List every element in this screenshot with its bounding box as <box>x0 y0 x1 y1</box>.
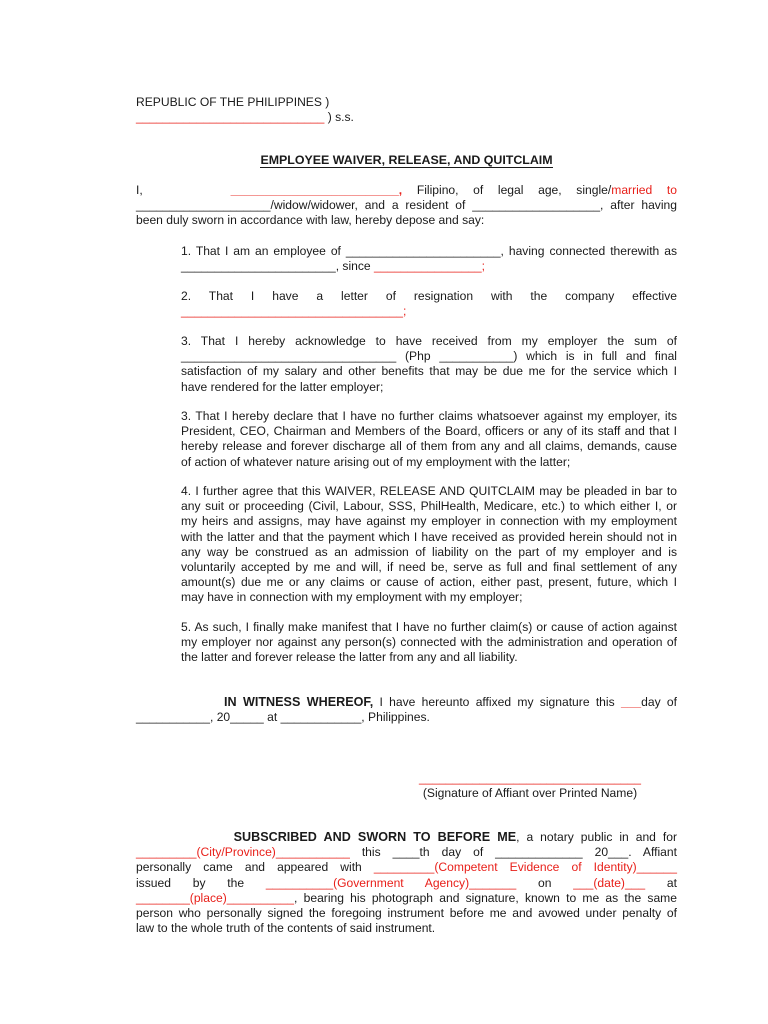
header-line1: REPUBLIC OF THE PHILIPPINES ) <box>136 95 330 109</box>
signature-block <box>405 771 655 801</box>
republic-header <box>136 95 496 125</box>
item-3: 3. That I hereby acknowledge to have received from my employer the sum of ________________________________ (Php ___________) which is in full and final satisfaction of my salary and other benefits that may be due me for the service which I have rendered for the latter employer; <box>181 334 677 394</box>
witness-heading: IN WITNESS WHEREOF, <box>223 695 374 709</box>
intro-line3: been duly sworn in accordance with law, hereby depose and say: <box>136 213 485 228</box>
signature-line: _________________________________ <box>419 771 641 785</box>
item-2: 2. That I have a letter of resignation with the company effective _________________________________; <box>181 289 677 319</box>
intro-line2: ____________________/widow/widower, and a resident of ___________________, after having <box>136 198 677 213</box>
item-1: 1. That I am an employee of _______________________, having connected therewith as _______________________, since ________________; <box>181 244 677 274</box>
header-line2: ____________________________ ) s.s. <box>136 110 354 125</box>
item-4: 4. I further agree that this WAIVER, RELEASE AND QUITCLAIM may be pleaded in bar to any suit or proceeding (Civil, Labour, SSS, PhilHealth, Medicare, etc.) to which either I, or my heirs and assigns, may have against my employer in connection with my employment with the latter and that the payment which I have received as provided herein should not in any way be construed as an admission of liability on the part of my employer and is voluntarily accepted by me and will, if need be, serve as full and final settlement of any amount(s) due me or any claims or cause of action, either past, present, future, which I may have in connection with my employment with my employer; <box>181 484 677 605</box>
witness-paragraph: IN WITNESS WHEREOF, I have hereunto affixed my signature this ___day of ___________, 20_____ at ____________, Philippines. <box>136 695 677 725</box>
jurat-heading: SUBSCRIBED AND SWORN TO BEFORE ME <box>233 830 517 844</box>
item-5: 5. As such, I finally make manifest that I have no further claim(s) or cause of action against my employer nor against any person(s) connected with the administration and operation of the latter and forever release the latter from any and all liability. <box>181 620 677 665</box>
intro-paragraph <box>136 183 677 229</box>
signature-caption: (Signature of Affiant over Printed Name) <box>422 786 638 801</box>
jurat-paragraph: SUBSCRIBED AND SWORN TO BEFORE ME, a notary public in and for _________(City/Province)___________ this ____th day of _____________ 20___. Affiant personally came and appeared with _________(Competent Evidence of Identity)______ issued by the __________(Government Agency)_______ on ___(date)___ at ________(place)__________, bearing his photograph and signature, known to me as the same person who personally signed the foregoing instrument before me and avowed under penalty of law to the whole truth of the contents of said instrument. <box>136 830 678 936</box>
header-blank: ____________________________ <box>136 110 325 125</box>
name-blank: _________________________, <box>230 183 403 197</box>
witness-line2: ___________, 20_____ at ____________, Philippines. <box>136 710 430 725</box>
document-title: EMPLOYEE WAIVER, RELEASE, AND QUITCLAIM <box>260 153 553 167</box>
item-3b: 3. That I hereby declare that I have no further claims whatsoever against my employer, its President, CEO, Chairman and Members of the Board, officers or any of its staff and that I hereby release and forever discharge all of them from any and all claims, demands, cause of action of whatever nature arising out of my employment with the latter; <box>181 409 677 469</box>
intro-line1: I, _________________________, Filipino, of legal age, single/married to <box>136 183 677 197</box>
